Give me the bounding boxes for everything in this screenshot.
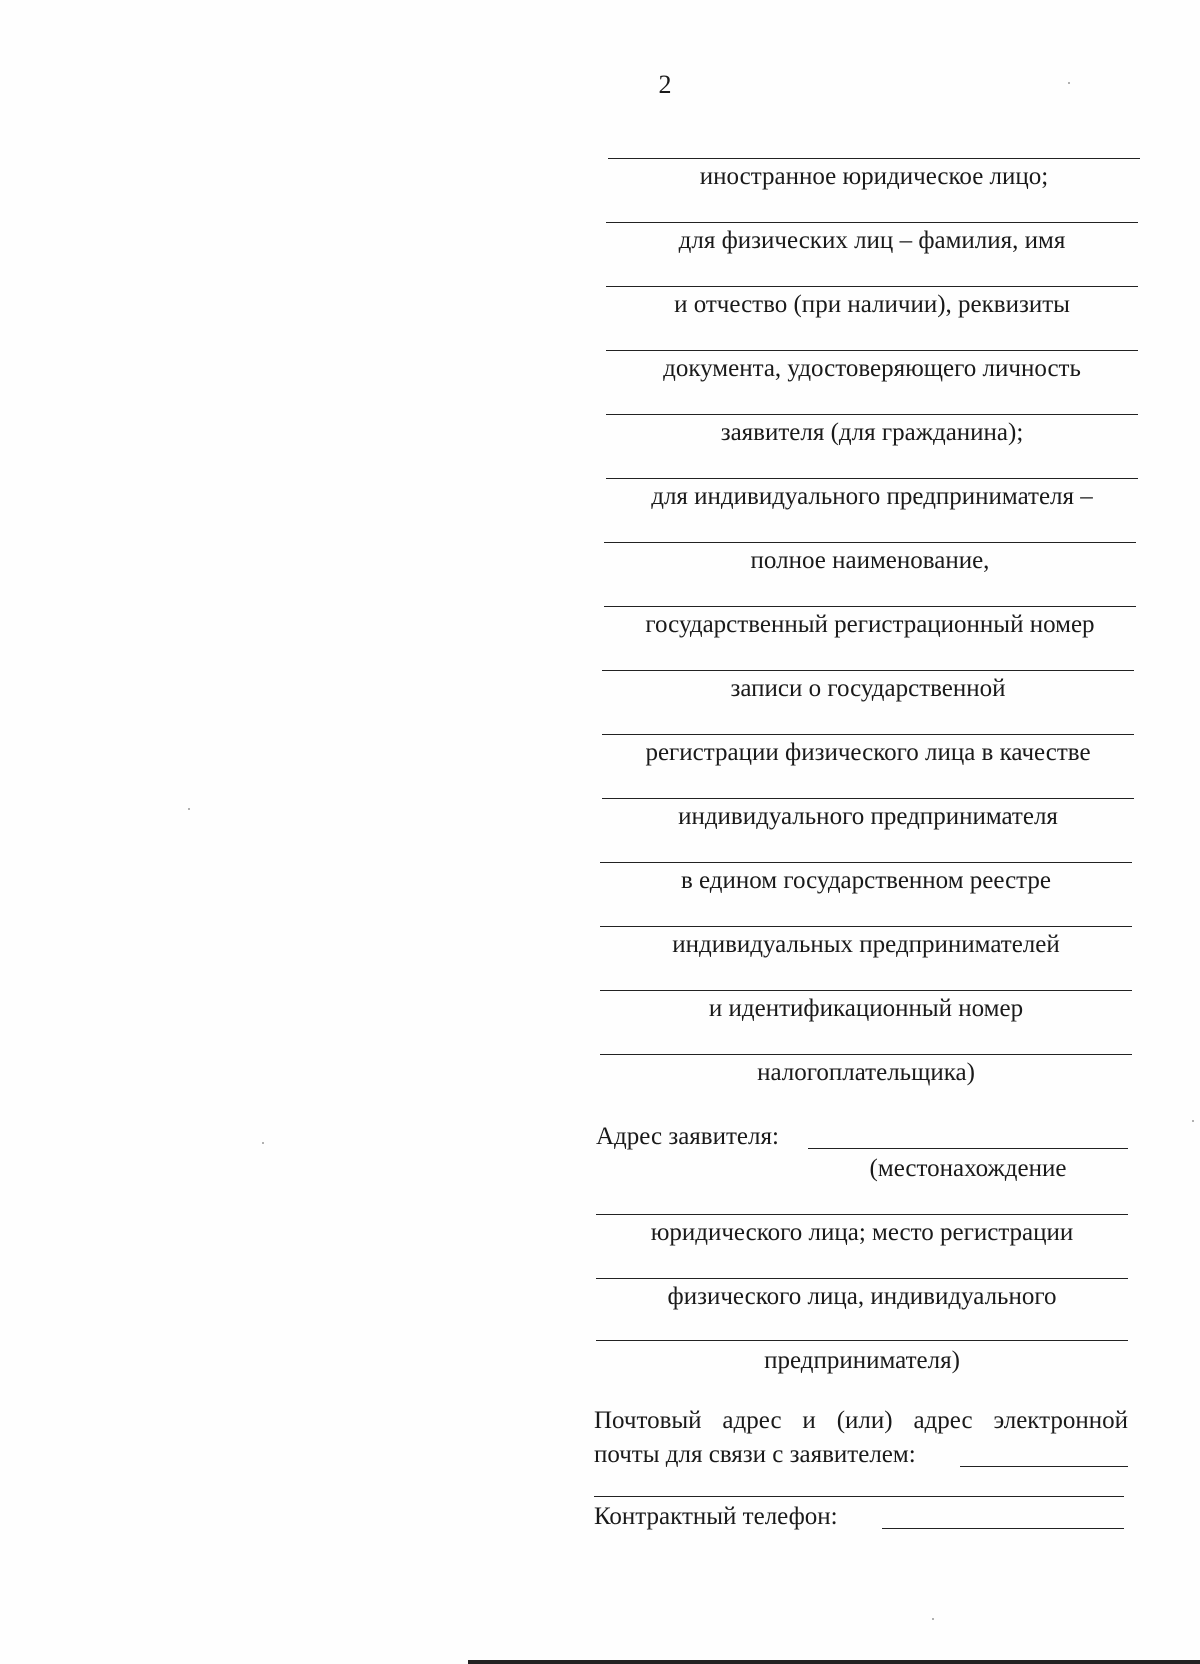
applicant-caption: в едином государственном реестре	[680, 867, 1052, 894]
applicant-caption: государственный регистрационный номер	[645, 611, 1095, 638]
phone-label: Контрактный телефон:	[594, 1503, 838, 1530]
applicant-caption: и идентификационный номер	[708, 995, 1024, 1022]
address-caption: предпринимателя)	[764, 1347, 960, 1374]
applicant-caption: документа, удостоверяющего личность	[663, 355, 1081, 382]
applicant-caption: индивидуального предпринимателя	[678, 803, 1058, 830]
applicant-caption: для физических лиц – фамилия, имя	[678, 227, 1066, 254]
address-caption: юридического лица; место регистрации	[650, 1219, 1074, 1246]
applicant-field-line[interactable]	[602, 734, 1134, 735]
applicant-field-line[interactable]	[608, 158, 1140, 159]
applicant-caption: заявителя (для гражданина);	[720, 419, 1024, 446]
applicant-field-line[interactable]	[600, 926, 1132, 927]
scan-speck	[188, 808, 190, 810]
postal-email-label: Почтовый адрес и (или) адрес электронной	[594, 1407, 1128, 1434]
scan-speck	[932, 1618, 934, 1620]
applicant-field-line[interactable]	[600, 862, 1132, 863]
scan-speck	[1192, 1120, 1194, 1122]
page-number: 2	[658, 70, 672, 99]
applicant-field-line[interactable]	[606, 222, 1138, 223]
applicant-field-line[interactable]	[600, 1054, 1132, 1055]
postal-email-field-line[interactable]	[960, 1466, 1128, 1467]
applicant-field-line[interactable]	[602, 798, 1134, 799]
applicant-field-line[interactable]	[600, 990, 1132, 991]
phone-field-line[interactable]	[882, 1528, 1124, 1529]
applicant-field-line[interactable]	[606, 478, 1138, 479]
postal-email-label-cont: почты для связи с заявителем:	[594, 1441, 916, 1468]
scan-edge-rule	[468, 1660, 1200, 1664]
scan-speck	[262, 1142, 264, 1144]
postal-email-field-line-2[interactable]	[594, 1496, 1124, 1497]
address-field-line[interactable]	[596, 1340, 1128, 1341]
applicant-field-line[interactable]	[606, 286, 1138, 287]
applicant-field-line[interactable]	[606, 350, 1138, 351]
address-caption: (местонахождение	[869, 1155, 1067, 1182]
applicant-field-line[interactable]	[606, 414, 1138, 415]
applicant-caption: полное наименование,	[750, 547, 990, 574]
applicant-field-line[interactable]	[604, 542, 1136, 543]
applicant-caption: регистрации физического лица в качестве	[645, 739, 1091, 766]
address-field-line[interactable]	[596, 1278, 1128, 1279]
applicant-caption: и отчество (при наличии), реквизиты	[674, 291, 1070, 318]
applicant-caption: записи о государственной	[730, 675, 1006, 702]
address-label: Адрес заявителя:	[596, 1123, 779, 1150]
applicant-caption: для индивидуального предпринимателя –	[651, 483, 1093, 510]
applicant-caption: налогоплательщика)	[757, 1059, 975, 1086]
address-field-line[interactable]	[596, 1214, 1128, 1215]
address-caption: физического лица, индивидуального	[667, 1283, 1057, 1310]
applicant-field-line[interactable]	[604, 606, 1136, 607]
address-field-line[interactable]	[808, 1148, 1128, 1149]
applicant-field-line[interactable]	[602, 670, 1134, 671]
applicant-caption: индивидуальных предпринимателей	[672, 931, 1060, 958]
applicant-caption: иностранное юридическое лицо;	[699, 163, 1049, 190]
scan-speck	[1068, 82, 1070, 84]
